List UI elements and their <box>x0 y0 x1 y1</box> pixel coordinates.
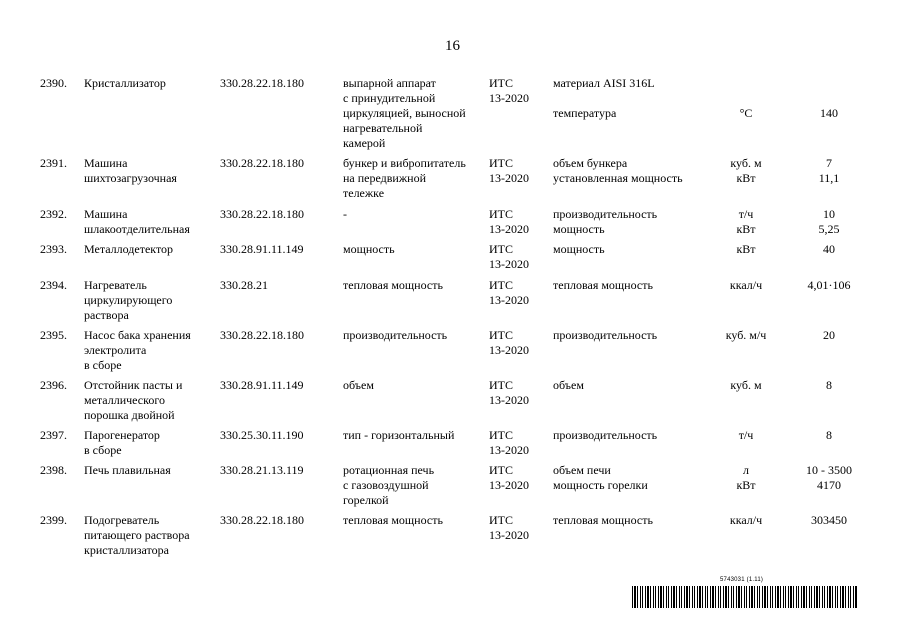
row-standard <box>489 156 529 186</box>
row-units-line: куб. м <box>730 378 762 392</box>
row-standard-line: ИТС <box>489 278 513 292</box>
row-standard-line: ИТС <box>489 428 513 442</box>
row-standard-line: 13-2020 <box>489 478 529 492</box>
row-code-line: 330.28.22.18.180 <box>220 513 304 527</box>
row-values-line: 8 <box>826 378 832 392</box>
row-parameters <box>553 76 655 121</box>
row-standard-line: 13-2020 <box>489 91 529 105</box>
row-parameters <box>553 242 605 257</box>
row-number <box>40 76 67 91</box>
row-standard-line: 13-2020 <box>489 443 529 457</box>
row-code-line: 330.28.22.18.180 <box>220 328 304 342</box>
row-standard <box>489 513 529 543</box>
row-values-line: 4170 <box>817 478 841 492</box>
row-standard-line: ИТС <box>489 328 513 342</box>
row-parameters-line: материал AISI 316L <box>553 76 655 90</box>
row-description-line: мощность <box>343 242 395 256</box>
row-standard-line: ИТС <box>489 207 513 221</box>
row-units-line: кВт <box>736 242 756 256</box>
row-number-line: 2395. <box>40 328 67 342</box>
row-standard-line: 13-2020 <box>489 528 529 542</box>
row-values <box>795 76 863 121</box>
row-standard <box>489 76 529 106</box>
row-description-line: с принудительной <box>343 91 436 105</box>
row-values-line: 8 <box>826 428 832 442</box>
row-values-line: 5,25 <box>818 222 840 236</box>
row-units-line: ккал/ч <box>729 513 763 527</box>
row-number-line: 2394. <box>40 278 67 292</box>
row-units <box>716 242 776 257</box>
row-description <box>343 428 454 443</box>
row-parameters-line: производительность <box>553 207 658 221</box>
row-number <box>40 328 67 343</box>
row-description-line: горелкой <box>343 493 389 507</box>
row-standard <box>489 428 529 458</box>
row-code-line: 330.28.22.18.180 <box>220 207 304 221</box>
row-parameters-line <box>553 91 655 106</box>
row-code <box>220 207 304 222</box>
barcode-label: 5743031 (1.11) <box>720 577 764 583</box>
row-standard-line: 13-2020 <box>489 393 529 407</box>
row-values <box>795 278 863 293</box>
barcode-image <box>632 586 857 608</box>
row-parameters-line: тепловая мощность <box>553 513 653 527</box>
row-parameters-line: объем <box>553 378 584 392</box>
row-number-line: 2392. <box>40 207 67 221</box>
row-parameters-line: мощность горелки <box>553 478 648 492</box>
row-description-line: тип - горизонтальный <box>343 428 455 442</box>
row-units-line: т/ч <box>738 207 754 221</box>
row-number-line: 2396. <box>40 378 67 392</box>
row-name-line: металлического <box>84 393 165 407</box>
row-units <box>716 428 776 443</box>
row-description <box>343 328 447 343</box>
row-standard <box>489 207 529 237</box>
row-description-line: бункер и вибропитатель <box>343 156 466 170</box>
row-name <box>84 428 160 458</box>
row-code-line: 330.28.22.18.180 <box>220 76 304 90</box>
row-standard <box>489 463 529 493</box>
row-description <box>343 207 347 222</box>
row-standard-line: 13-2020 <box>489 222 529 236</box>
row-values-line: 4,01·106 <box>807 278 851 292</box>
row-name-line: Парогенератор <box>84 428 160 442</box>
row-name <box>84 513 190 558</box>
row-values <box>795 242 863 257</box>
row-name-line: шлакоотделительная <box>84 222 190 236</box>
row-code-line: 330.28.91.11.149 <box>220 378 304 392</box>
row-parameters <box>553 156 683 186</box>
row-units-line: куб. м/ч <box>725 328 767 342</box>
row-number-line: 2399. <box>40 513 67 527</box>
row-parameters <box>553 378 584 393</box>
row-name-line: Насос бака хранения <box>84 328 191 342</box>
row-values-line: 40 <box>823 242 835 256</box>
row-units <box>716 378 776 393</box>
row-standard-line: ИТС <box>489 513 513 527</box>
row-standard-line: ИТС <box>489 378 513 392</box>
row-code-line: 330.28.21.13.119 <box>220 463 304 477</box>
row-name-line: электролита <box>84 343 147 357</box>
row-name-line: в сборе <box>84 358 122 372</box>
row-values-line <box>795 91 863 106</box>
row-parameters-line: производительность <box>553 428 658 442</box>
row-parameters <box>553 207 657 237</box>
row-units-line: куб. м <box>730 156 762 170</box>
row-units <box>716 76 776 121</box>
row-units-line: ккал/ч <box>729 278 763 292</box>
row-units-line: кВт <box>736 478 756 492</box>
row-units-line: кВт <box>736 222 756 236</box>
row-name-line: кристаллизатора <box>84 543 169 557</box>
row-values-line <box>795 76 863 91</box>
row-parameters <box>553 463 648 493</box>
row-units-line: кВт <box>736 171 756 185</box>
row-parameters-line: производительность <box>553 328 658 342</box>
row-description <box>343 463 434 508</box>
row-name <box>84 328 191 373</box>
row-units <box>716 156 776 186</box>
row-description-line: ротационная печь <box>343 463 435 477</box>
row-standard-line: 13-2020 <box>489 293 529 307</box>
row-standard <box>489 378 529 408</box>
row-parameters-line: мощность <box>553 242 605 256</box>
page-number: 16 <box>445 38 460 54</box>
row-parameters-line: объем бункера <box>553 156 628 170</box>
row-name-line: порошка двойной <box>84 408 175 422</box>
row-number-line: 2393. <box>40 242 67 256</box>
row-description <box>343 242 395 257</box>
row-values-line: 7 <box>826 156 832 170</box>
row-code <box>220 328 304 343</box>
row-code <box>220 463 304 478</box>
row-units-line: °С <box>739 106 753 120</box>
row-parameters <box>553 513 653 528</box>
row-number-line: 2390. <box>40 76 67 90</box>
row-units <box>716 463 776 493</box>
row-values <box>795 463 863 493</box>
row-parameters <box>553 428 657 443</box>
row-description-line: нагревательной <box>343 121 423 135</box>
row-number-line: 2397. <box>40 428 67 442</box>
row-units-line <box>716 76 776 91</box>
row-values-line: 10 - 3500 <box>806 463 852 477</box>
row-description <box>343 513 443 528</box>
row-description <box>343 156 466 201</box>
row-name-line: циркулирующего <box>84 293 173 307</box>
row-parameters-line: температура <box>553 106 617 120</box>
row-description-line: выпарной аппарат <box>343 76 436 90</box>
row-description-line: с газовоздушной <box>343 478 429 492</box>
row-parameters-line: установленная мощность <box>553 171 683 185</box>
row-description-line: тележке <box>343 186 385 200</box>
row-number-line: 2398. <box>40 463 67 477</box>
row-description <box>343 278 443 293</box>
row-parameters-line: объем печи <box>553 463 611 477</box>
row-values-line: 10 <box>823 207 835 221</box>
row-code <box>220 378 304 393</box>
row-values <box>795 428 863 443</box>
row-values <box>795 207 863 237</box>
row-standard-line: 13-2020 <box>489 171 529 185</box>
row-values <box>795 328 863 343</box>
row-values <box>795 378 863 393</box>
row-standard-line: ИТС <box>489 463 513 477</box>
row-name <box>84 242 173 257</box>
row-name-line: Печь плавильная <box>84 463 171 477</box>
row-units-line <box>716 91 776 106</box>
row-values <box>795 513 863 528</box>
row-standard-line: ИТС <box>489 76 513 90</box>
row-name-line: раствора <box>84 308 129 322</box>
row-name-line: Подогреватель <box>84 513 160 527</box>
row-units-line: л <box>743 463 749 477</box>
row-number <box>40 428 67 443</box>
row-code <box>220 278 268 293</box>
row-standard-line: 13-2020 <box>489 257 529 271</box>
row-parameters <box>553 328 657 343</box>
row-name-line: в сборе <box>84 443 122 457</box>
row-standard-line: 13-2020 <box>489 343 529 357</box>
row-units <box>716 207 776 237</box>
row-code <box>220 156 304 171</box>
row-standard-line: ИТС <box>489 156 513 170</box>
row-description-line: - <box>343 207 347 221</box>
row-code <box>220 242 304 257</box>
row-number-line: 2391. <box>40 156 67 170</box>
row-name <box>84 207 190 237</box>
row-code <box>220 428 304 443</box>
row-number <box>40 463 67 478</box>
row-name <box>84 278 172 323</box>
row-description-line: объем <box>343 378 374 392</box>
row-description-line: на передвижной <box>343 171 426 185</box>
row-values-line: 11,1 <box>818 171 840 185</box>
row-name-line: Нагреватель <box>84 278 147 292</box>
row-name-line: Металлодетектор <box>84 242 174 256</box>
row-values-line: 140 <box>820 106 838 120</box>
row-code <box>220 76 304 91</box>
row-description-line: циркуляцией, выносной <box>343 106 466 120</box>
row-code <box>220 513 304 528</box>
row-name-line: питающего раствора <box>84 528 190 542</box>
row-values-line: 303450 <box>811 513 847 527</box>
row-name-line: Отстойник пасты и <box>84 378 183 392</box>
row-name <box>84 378 182 423</box>
row-name-line: Машина <box>84 207 128 221</box>
row-description <box>343 378 374 393</box>
row-description-line: производительность <box>343 328 448 342</box>
row-values-line: 20 <box>823 328 835 342</box>
row-number <box>40 207 67 222</box>
row-name <box>84 156 177 186</box>
row-number <box>40 242 67 257</box>
row-standard-line: ИТС <box>489 242 513 256</box>
row-name <box>84 463 171 478</box>
row-description <box>343 76 466 151</box>
row-number <box>40 156 67 171</box>
row-code-line: 330.28.91.11.149 <box>220 242 304 256</box>
row-units <box>716 278 776 293</box>
row-parameters-line: тепловая мощность <box>553 278 653 292</box>
row-name <box>84 76 166 91</box>
row-code-line: 330.28.21 <box>220 278 268 292</box>
row-units <box>716 328 776 343</box>
row-code-line: 330.28.22.18.180 <box>220 156 304 170</box>
row-parameters-line: мощность <box>553 222 605 236</box>
row-name-line: шихтозагрузочная <box>84 171 177 185</box>
row-description-line: камерой <box>343 136 386 150</box>
row-parameters <box>553 278 653 293</box>
row-standard <box>489 242 529 272</box>
row-number <box>40 378 67 393</box>
row-values <box>795 156 863 186</box>
row-name-line: Машина <box>84 156 128 170</box>
row-code-line: 330.25.30.11.190 <box>220 428 304 442</box>
row-number <box>40 513 67 528</box>
row-units-line: т/ч <box>738 428 754 442</box>
row-standard <box>489 278 529 308</box>
row-standard <box>489 328 529 358</box>
row-description-line: тепловая мощность <box>343 513 443 527</box>
row-number <box>40 278 67 293</box>
row-name-line: Кристаллизатор <box>84 76 166 90</box>
row-units <box>716 513 776 528</box>
row-description-line: тепловая мощность <box>343 278 443 292</box>
